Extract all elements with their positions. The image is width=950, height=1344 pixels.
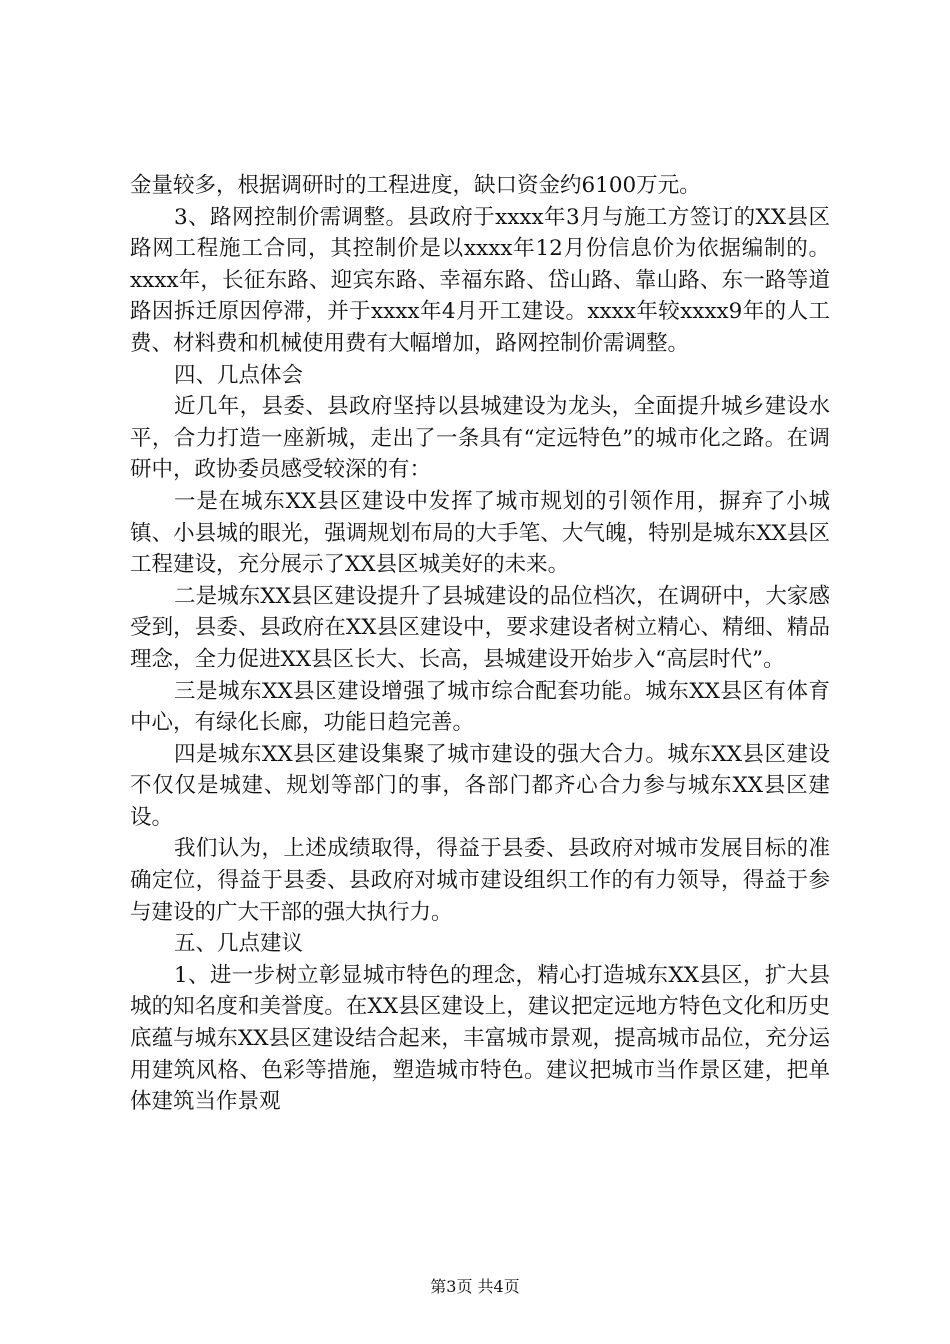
paragraph-point-three: 三是城东XX县区建设增强了城市综合配套功能。城东XX县区有体育中心，有绿化长廊，功能日趋完善。 [130,678,830,736]
paragraph-point-two: 二是城东XX县区建设提升了县城建设的品位档次，在调研中，大家感受到，县委、县政府在XX县区建设中，要求建设者树立精心、精细、精品理念，全力促进XX县区长大、长高，县城建设开始步入“高层时代”。 [130,583,830,672]
paragraph-point-four: 四是城东XX县区建设集聚了城市建设的强大合力。城东XX县区建设不仅仅是城建、规划等部门的事，各部门都齐心合力参与城东XX县区建设。 [130,741,830,830]
paragraph-intro-experience: 近几年，县委、县政府坚持以县城建设为龙头，全面提升城乡建设水平，合力打造一座新城，走出了一条具有“定远特色”的城市化之路。在调研中，政协委员感受较深的有： [130,394,830,483]
page-footer: 第3页 共4页 [430,1277,520,1296]
paragraph-point-one: 一是在城东XX县区建设中发挥了城市规划的引领作用，摒弃了小城镇、小县城的眼光，强调规划布局的大手笔、大气魄，特别是城东XX县区工程建设，充分展示了XX县区城美好的未来。 [130,488,830,578]
document-body [130,170,830,1118]
section-heading-experience: 四、几点体会 [174,362,304,388]
paragraph-road-price: 3、路网控制价需调整。县政府于xxxx年3月与施工方签订的XX县区路网工程施工合同，其控制价是以xxxx年12月份信息价为依据编制的。xxxx年，长征东路、迎宾东路、幸福东路、岱山路、靠山路、东一路等道路因拆迁原因停滞，并于xxxx年4月开工建设。xxxx年较xxxx9年的人工费、材料费和机械使用费有大幅增加，路网控制价需调整。 [130,204,830,356]
paragraph-continuation: 金量较多，根据调研时的工程进度，缺口资金约6100万元。 [130,173,701,198]
section-heading-suggestions: 五、几点建议 [174,931,304,957]
paragraph-suggestion-one: 1、进一步树立彰显城市特色的理念，精心打造城东XX县区，扩大县城的知名度和美誉度。在XX县区建设上，建议把定远地方特色文化和历史底蕴与城东XX县区建设结合起来，丰富城市景观，提高城市品位，充分运用建筑风格、色彩等措施，塑造城市特色。建议把城市当作景区建，把单体建筑当作景观 [130,962,830,1115]
paragraph-conclusion: 我们认为，上述成绩取得，得益于县委、县政府对城市发展目标的准确定位，得益于县委、县政府对城市建设组织工作的有力领导，得益于参与建设的广大干部的强大执行力。 [130,836,830,925]
